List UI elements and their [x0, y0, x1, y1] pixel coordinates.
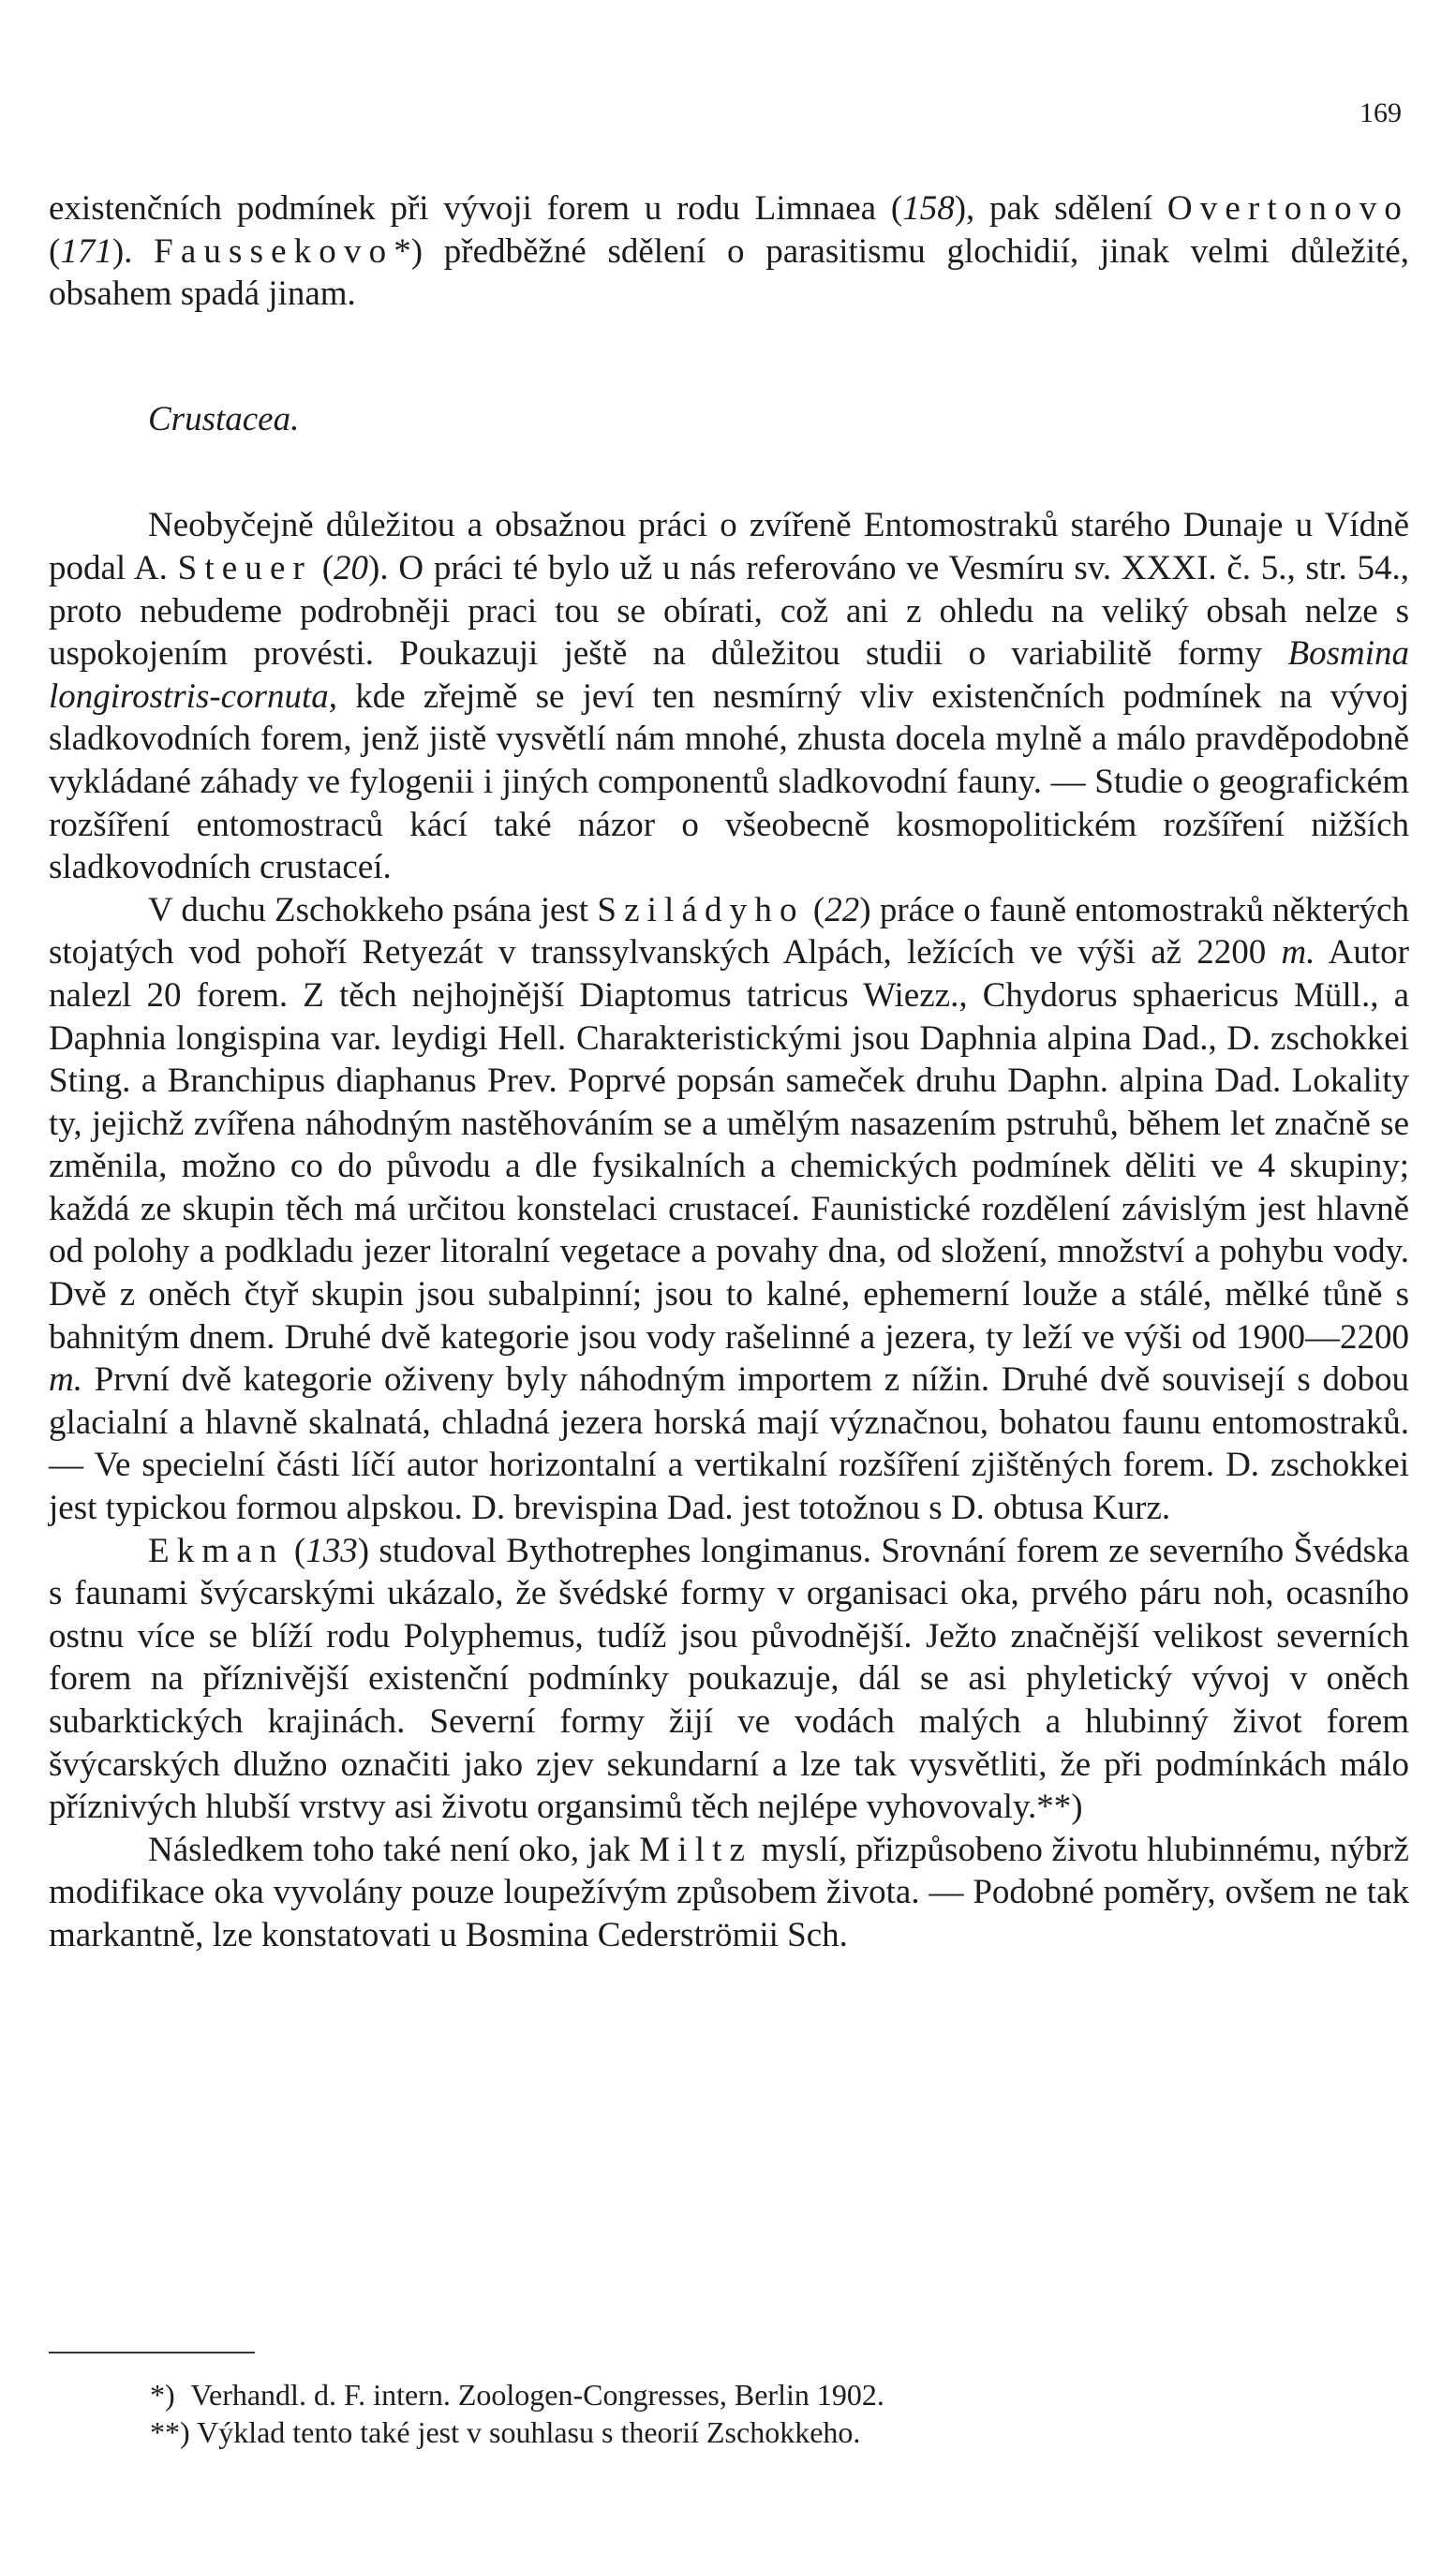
footnote-text: Verhandl. d. F. intern. Zoologen-Congresses, Berlin 1902. — [190, 2378, 884, 2412]
author-name: Overtonovo — [1166, 189, 1409, 228]
unit: m. — [1281, 933, 1315, 973]
taxon-name: Bosmina longirostris-cornuta, — [49, 634, 1409, 716]
reference-number: 158 — [902, 189, 955, 228]
body-text — [49, 187, 1409, 1957]
paragraph-5: Následkem toho také není oko, jak Miltz myslí, přizpůsobeno životu hlubinnému, nýbrž modifikace oka vyvolány pouze loupežívým způsobem života. — Podobné poměry, ovšem ne tak markantně, lze konstatovati u Bosmina Cederströmii Sch. — [49, 1830, 1409, 1954]
page-number: 169 — [1359, 97, 1402, 128]
reference-number: 20 — [334, 548, 369, 587]
footnote-mark: **) — [150, 2415, 190, 2449]
footnote — [150, 2413, 1368, 2451]
section-heading: Crustacea. — [148, 399, 300, 438]
author-name: Steuer — [177, 548, 312, 587]
paragraph-2: Neobyčejně důležitou a obsažnou práci o zvířeně Entomostraků starého Dunaje u Vídně podal A. Steuer (20). O práci té bylo už u nás referováno ve Vesmíru sv. XXXI. č. 5., str. 54., proto nebudeme podrobněji praci tou se obírati, což ani z ohledu na veliký obsah nelze s uspokojením provésti. Poukazuji ještě na důležitou studii o variabilitě formy Bosmina longirostris-cornuta, kde zřejmě se jeví ten nesmírný vliv existenčních podmínek na vývoj sladkovodních forem, jenž jistě vysvětlí nám mnohé, zhusta docela mylně a málo pravděpodobně vykládané záhady ve fylogenii i jiných componentů sladkovodní fauny. — Studie o geografickém rozšíření entomostraců kácí také názor o všeobecně kosmopolitickém rozšíření nižších sladkovodních crustaceí. — [49, 506, 1409, 887]
reference-number: 133 — [305, 1531, 358, 1570]
footnotes — [150, 2376, 1368, 2451]
footnote-text: Výklad tento také jest v souhlasu s theorií Zschokkeho. — [197, 2415, 861, 2449]
unit: m. — [49, 1360, 82, 1400]
paragraph-3: V duchu Zschokkeho psána jest Sziládyho (22) práce o fauně entomostraků některých stojatých vod pohoří Retyezát v transsylvanských Alpách, ležících ve výši až 2200 m. Autor nalezl 20 forem. Z těch nejhojnější Diaptomus tatricus Wiezz., Chydorus sphaericus Müll., a Daphnia longispina var. leydigi Hell. Charakteristickými jsou Daphnia alpina Dad., D. zschokkei Sting. a Branchipus diaphanus Prev. Poprvé popsán sameček druhu Daphn. alpina Dad. Lokality ty, jejichž zvířena náhodným nastěhováním se a umělým nasazením pstruhů, během let značně se změnila, možno co do původu a dle fysikalních a chemických podmínek děliti ve 4 skupiny; každá ze skupin těch má určitou konstelaci crustaceí. Faunistické rozdělení závislým jest hlavně od polohy a podkladu jezer litoralní vegetace a povahy dna, od složení, množství a pohybu vody. Dvě z oněch čtyř skupin jsou subalpinní; jsou to kalné, ephemerní louže a stálé, mělké tůně s bahnitým dnem. Druhé dvě kategorie jsou vody rašelinné a jezera, ty leží ve výši od 1900—2200 m. První dvě kategorie oživeny byly náhodným importem z nížin. Druhé dvě souvisejí s dobou glacialní a hlavně skalnatá, chladná jezera horská mají význačnou, bohatou faunu entomostraků. — Ve specielní části líčí autor horizontalní a vertikalní rozšíření zjištěných forem. D. zschokkei jest typickou formou alpskou. D. brevispina Dad. jest totožnou s D. obtusa Kurz. — [49, 890, 1410, 1528]
footnote-divider — [49, 2352, 255, 2354]
author-name: Faussekovo — [154, 231, 394, 271]
reference-number: 22 — [825, 890, 860, 929]
paragraph-4: Ekman (133) studoval Bythotrephes longimanus. Srovnání forem ze severního Švédska s faunami švýcarskými ukázalo, že švédské formy v organisaci oka, prvého páru noh, ocasního ostnu více se blíží rodu Polyphemus, tudíž jsou původnější. Ježto značnější velikost severních forem na příznivější existenční podmínky poukazuje, dál se asi phyletický vývoj v oněch subarktických krajinách. Severní formy žijí ve vodách malých a hlubinný život forem švýcarských dlužno označiti jako zjev sekundarní a lze tak vysvětliti, že při podmínkách málo příznivých hlubší vrstvy asi životu organsimů těch nejlépe vyhovovaly.**) — [49, 1531, 1409, 1827]
author-name: Sziládyho — [597, 890, 805, 929]
footnote — [150, 2376, 1368, 2413]
reference-number: 171 — [60, 231, 112, 271]
author-name: Ekman — [148, 1531, 285, 1570]
footnote-mark: *) — [150, 2378, 175, 2412]
paragraph-1: existenčních podmínek při vývoji forem u rodu Limnaea (158), pak sdělení Overtonovo (171). Faussekovo*) předběžné sdělení o parasitismu glochidií, jinak velmi důležité, obsahem spadá jinam. — [49, 189, 1409, 314]
author-name: Miltz — [639, 1830, 753, 1869]
